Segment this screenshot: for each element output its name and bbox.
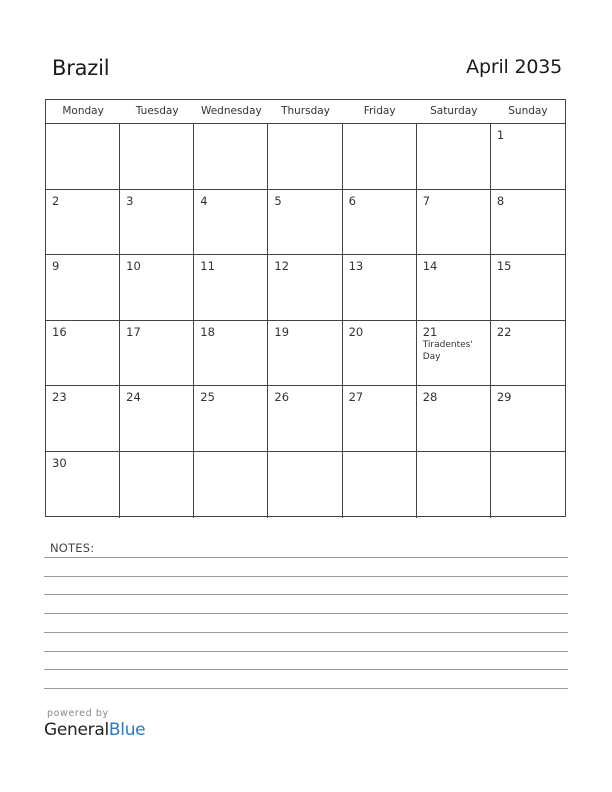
day-number: 8	[496, 193, 505, 208]
day-cell[interactable]	[46, 452, 120, 518]
day-cell[interactable]	[417, 321, 491, 387]
day-cell[interactable]	[343, 124, 417, 190]
day-cell[interactable]	[343, 255, 417, 321]
day-number: 21	[422, 324, 438, 339]
day-number: 12	[274, 259, 290, 274]
day-cell[interactable]	[46, 255, 120, 321]
day-cell[interactable]	[343, 321, 417, 387]
day-cell[interactable]	[194, 255, 268, 321]
holiday-label: Tiradentes' Day	[422, 339, 473, 362]
day-cell[interactable]	[491, 321, 565, 387]
brand-general: General	[44, 720, 109, 740]
day-cell[interactable]	[491, 255, 565, 321]
day-number: 23	[52, 390, 67, 405]
note-line	[44, 557, 568, 558]
day-cell[interactable]	[120, 190, 194, 256]
weekday-friday: Friday	[363, 105, 396, 117]
day-number: 30	[52, 456, 67, 470]
day-number: 24	[126, 390, 141, 405]
note-line	[44, 688, 568, 689]
day-number: 9	[52, 259, 60, 274]
day-cell[interactable]	[194, 386, 268, 452]
day-cell[interactable]	[343, 452, 417, 518]
day-cell[interactable]	[268, 321, 342, 387]
day-cell[interactable]	[491, 190, 565, 256]
day-cell[interactable]	[120, 386, 194, 452]
day-cell[interactable]	[194, 190, 268, 256]
day-number: 22	[496, 324, 512, 339]
note-line	[44, 669, 568, 670]
day-cell[interactable]	[268, 190, 342, 256]
note-line	[44, 651, 568, 652]
day-number: 19	[274, 324, 290, 339]
day-cell[interactable]	[417, 124, 491, 190]
weekday-thursday: Thursday	[281, 105, 330, 117]
day-number: 5	[274, 193, 282, 208]
day-number: 17	[126, 324, 141, 339]
day-number: 1	[496, 128, 505, 142]
note-line	[44, 632, 568, 633]
day-number: 4	[200, 193, 208, 208]
day-number: 20	[348, 324, 364, 339]
day-number: 10	[126, 259, 141, 274]
country-title: Brazil	[52, 56, 110, 80]
note-line	[44, 576, 568, 577]
powered-by-text: powered by	[47, 708, 109, 719]
day-cell[interactable]	[417, 190, 491, 256]
day-number: 29	[496, 390, 512, 405]
day-cell[interactable]	[268, 255, 342, 321]
day-cell[interactable]	[46, 190, 120, 256]
day-cell[interactable]	[46, 321, 120, 387]
day-cell[interactable]	[120, 255, 194, 321]
day-cell[interactable]	[417, 452, 491, 518]
day-number: 14	[422, 259, 438, 274]
weekday-sunday: Sunday	[508, 105, 548, 117]
day-cell[interactable]	[417, 386, 491, 452]
calendar-grid	[45, 99, 566, 517]
weekday-tuesday: Tuesday	[135, 105, 179, 117]
day-cell[interactable]	[343, 190, 417, 256]
day-number: 7	[422, 193, 431, 208]
day-cell[interactable]	[417, 255, 491, 321]
day-number: 18	[200, 324, 215, 339]
day-number: 28	[422, 390, 438, 405]
day-number: 15	[496, 259, 512, 274]
weekday-wednesday: Wednesday	[200, 105, 262, 117]
day-cell[interactable]	[491, 452, 565, 518]
day-cell[interactable]	[491, 386, 565, 452]
weekday-saturday: Saturday	[430, 105, 478, 117]
brand-blue: Blue	[108, 720, 146, 740]
day-cell[interactable]	[46, 386, 120, 452]
day-number: 25	[200, 390, 215, 405]
note-line	[44, 613, 568, 614]
day-number: 2	[52, 193, 60, 208]
day-cell[interactable]	[194, 124, 268, 190]
day-cell[interactable]	[194, 452, 268, 518]
notes-label: NOTES:	[50, 541, 95, 555]
generalblue-logo[interactable]	[44, 720, 145, 740]
day-cell[interactable]	[120, 124, 194, 190]
day-cell[interactable]	[343, 386, 417, 452]
day-cell[interactable]	[491, 124, 565, 190]
day-number: 16	[52, 324, 67, 339]
day-number: 3	[126, 193, 134, 208]
day-number: 26	[274, 390, 290, 405]
day-cell[interactable]	[120, 452, 194, 518]
day-number: 13	[348, 259, 364, 274]
day-number: 27	[348, 390, 364, 405]
weekday-header-row	[46, 100, 565, 124]
day-number: 6	[348, 193, 356, 208]
weekday-monday: Monday	[62, 105, 104, 117]
day-cell[interactable]	[268, 386, 342, 452]
day-cell[interactable]	[268, 452, 342, 518]
month-year-title: April 2035	[466, 56, 562, 78]
note-line	[44, 594, 568, 595]
day-cell[interactable]	[268, 124, 342, 190]
day-cell[interactable]	[120, 321, 194, 387]
day-cell[interactable]	[194, 321, 268, 387]
day-cell[interactable]	[46, 124, 120, 190]
day-number: 11	[200, 259, 215, 274]
